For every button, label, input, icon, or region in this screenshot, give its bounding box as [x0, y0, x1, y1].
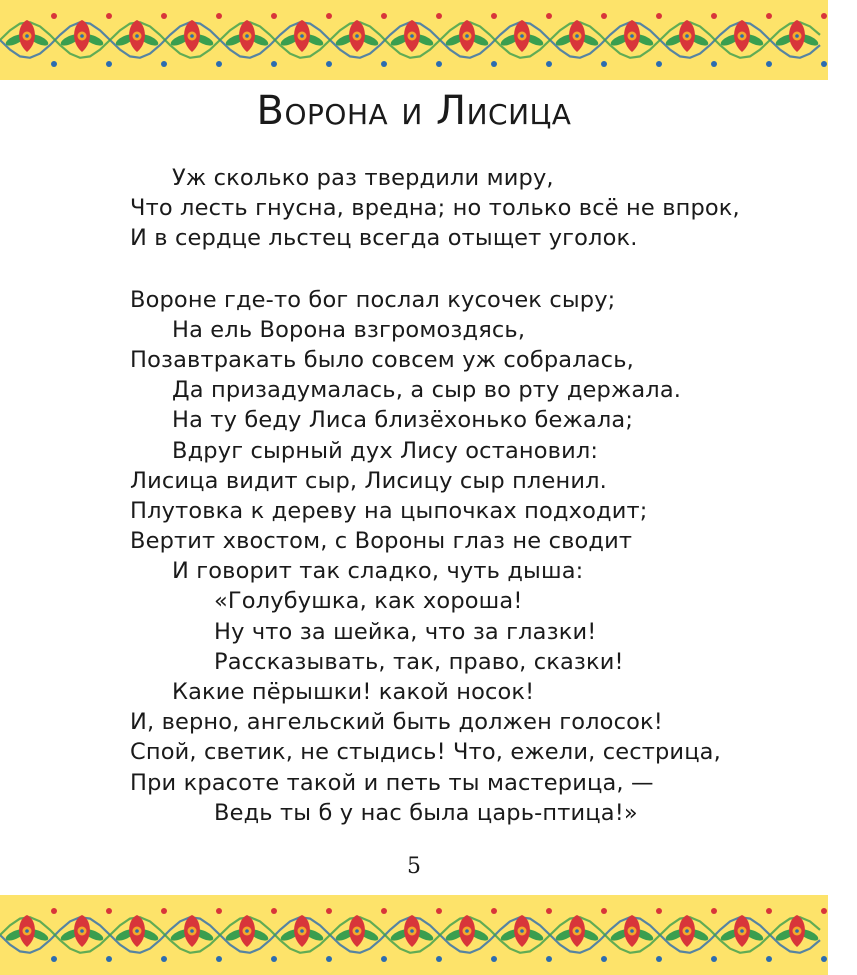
poem-line: И говорит так сладко, чуть дыша: — [172, 558, 584, 585]
floral-border-icon — [0, 0, 828, 80]
flower-ornament — [224, 13, 277, 67]
flower-ornament — [554, 13, 607, 67]
flower-ornament — [59, 13, 112, 67]
page-number: 5 — [407, 854, 421, 879]
poem-line: Вертит хвостом, с Вороны глаз не сводит — [130, 528, 633, 555]
poem-line: Вороне где-то бог послал кусочек сыру; — [130, 286, 616, 313]
poem-line: Да призадумалась, а сыр во рту держала. — [172, 377, 682, 404]
flower-ornament — [664, 13, 717, 67]
poem-line: На ту беду Лиса близёхонько бежала; — [172, 407, 634, 434]
flower-ornament — [774, 908, 827, 962]
poem-line: На ель Ворона взгромоздясь, — [172, 316, 526, 343]
floral-border-icon — [0, 895, 828, 975]
flower-ornament — [664, 908, 717, 962]
flower-ornament — [279, 13, 332, 67]
poem-text — [130, 163, 770, 828]
poem-line: Позавтракать было совсем уж собралась, — [130, 346, 634, 373]
flower-ornament — [114, 13, 167, 67]
flower-ornament — [169, 908, 222, 962]
flower-ornament — [389, 908, 442, 962]
poem-line: «Голубушка, как хороша! — [214, 588, 523, 615]
flower-ornament — [444, 13, 497, 67]
flower-ornament — [59, 908, 112, 962]
flower-ornament — [609, 13, 662, 67]
flower-ornament — [719, 13, 772, 67]
flower-ornament — [389, 13, 442, 67]
top-ornament-band — [0, 0, 828, 80]
poem-line: Вдруг сырный дух Лису остановил: — [172, 437, 599, 464]
poem-line: При красоте такой и петь ты мастерица, — — [130, 769, 654, 796]
poem-line: Какие пёрышки! какой носок! — [172, 679, 535, 705]
flower-ornament — [169, 13, 222, 67]
poem-line: Рассказывать, так, право, сказки! — [214, 648, 624, 675]
poem-line: И в сердце льстец всегда отыщет уголок. — [130, 225, 638, 252]
poem-line: И, верно, ангельский быть должен голосок! — [130, 709, 663, 736]
flower-ornament — [499, 13, 552, 67]
bottom-ornament-band — [0, 895, 828, 975]
flower-ornament — [774, 13, 827, 67]
page-title: Ворона и Лисица — [256, 88, 572, 134]
poem-line: Что лесть гнусна, вредна; но только всё не впрок, — [130, 195, 740, 222]
flower-ornament — [224, 908, 277, 962]
poem-line: Ведь ты б у нас была царь-птица!» — [214, 799, 638, 826]
poem-line: Ну что за шейка, что за глазки! — [214, 618, 597, 645]
flower-ornament — [114, 908, 167, 962]
flower-ornament — [719, 908, 772, 962]
poem-line: Лисица видит сыр, Лисицу сыр пленил. — [130, 467, 607, 494]
page-margin — [828, 0, 857, 975]
flower-ornament — [499, 908, 552, 962]
flower-ornament — [4, 908, 57, 962]
flower-ornament — [609, 908, 662, 962]
flower-ornament — [554, 908, 607, 962]
flower-ornament — [334, 13, 387, 67]
flower-ornament — [334, 908, 387, 962]
poem-line: Уж сколько раз твердили миру, — [172, 165, 554, 191]
flower-ornament — [4, 13, 57, 67]
poem-line: Спой, светик, не стыдись! Что, ежели, сестрица, — [130, 739, 721, 766]
stanza-gap — [130, 254, 770, 285]
poem-line: Плутовка к дереву на цыпочках подходит; — [130, 497, 648, 524]
flower-ornament — [444, 908, 497, 962]
flower-ornament — [279, 908, 332, 962]
